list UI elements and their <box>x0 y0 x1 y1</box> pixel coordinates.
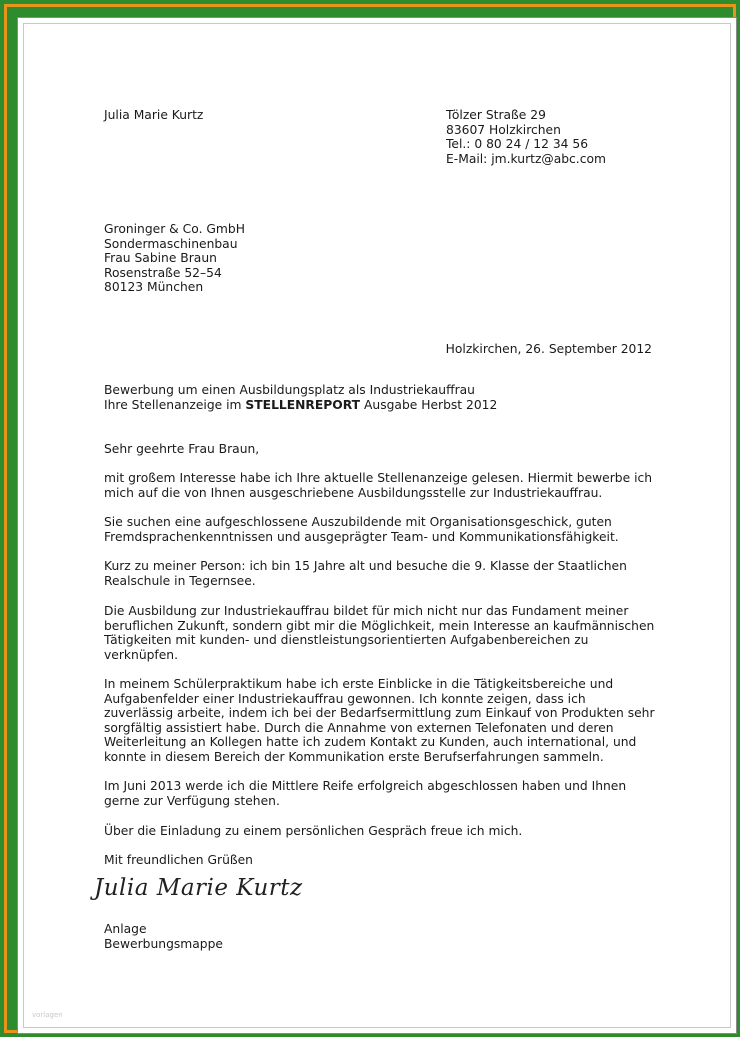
paragraph-line: Weiterleitung an Kollegen hatte ich zudem Kontakt zu Kunden, auch international, und <box>104 735 637 750</box>
sender-name: Julia Marie Kurtz <box>104 108 204 122</box>
subject-line-2 <box>104 398 497 413</box>
paragraph-line: Im Juni 2013 werde ich die Mittlere Reife erfolgreich abgeschlossen haben und Ihnen <box>104 779 627 793</box>
paragraph-2 <box>104 515 664 544</box>
sender-street: Tölzer Straße 29 <box>446 108 546 122</box>
sender-email: E-Mail: jm.kurtz@abc.com <box>446 151 606 166</box>
paragraph-line: sorgfältig assistiert habe. Durch die Annahme von externen Telefonaten und deren <box>104 720 614 735</box>
sender-city: 83607 Holzkirchen <box>446 122 561 137</box>
outer-frame <box>4 4 736 1033</box>
paragraph-line: Fremdsprachenkenntnissen und ausgeprägter Team- und Kommunikationsfähigkeit. <box>104 529 619 544</box>
handwritten-signature: Julia Marie Kurtz <box>94 875 303 901</box>
letter-page <box>17 17 737 1034</box>
enclosure-block <box>104 922 223 951</box>
paragraph-line: Aufgabenfelder einer Industriekauffrau gewonnen. Ich konnte zeigen, dass ich <box>104 691 586 706</box>
subject-publication: STELLENREPORT <box>245 397 361 412</box>
paragraph-7 <box>104 824 664 839</box>
enclosure-item: Bewerbungsmappe <box>104 936 223 951</box>
paragraph-1 <box>104 471 664 500</box>
paragraph-line: Die Ausbildung zur Industriekauffrau bildet für mich nicht nur das Fundament meiner <box>104 604 629 618</box>
paragraph-line: Sie suchen eine aufgeschlossene Auszubildende mit Organisationsgeschick, guten <box>104 515 612 529</box>
recipient-company: Groninger & Co. GmbH <box>104 222 245 236</box>
paragraph-line: Kurz zu meiner Person: ich bin 15 Jahre alt und besuche die 9. Klasse der Staatlichen <box>104 559 627 573</box>
paragraph-line: verknüpfen. <box>104 647 179 662</box>
paragraph-line: Über die Einladung zu einem persönlichen Gespräch freue ich mich. <box>104 824 523 838</box>
paragraph-6 <box>104 779 664 808</box>
paragraph-line: gerne zur Verfügung stehen. <box>104 793 280 808</box>
subject-prefix: Ihre Stellenanzeige im <box>104 397 246 412</box>
paragraph-line: beruflichen Zukunft, sondern gibt mir die Möglichkeit, mein Interesse an kaufmännischen <box>104 618 655 633</box>
recipient-street: Rosenstraße 52–54 <box>104 265 222 280</box>
paragraph-4 <box>104 604 664 662</box>
paragraph-5 <box>104 677 664 765</box>
sender-phone: Tel.: 0 80 24 / 12 34 56 <box>446 137 589 152</box>
subject-suffix: Ausgabe Herbst 2012 <box>360 397 498 412</box>
enclosure-label: Anlage <box>104 922 147 936</box>
closing: Mit freundlichen Grüßen <box>104 853 253 867</box>
recipient-address <box>104 222 245 295</box>
watermark: vorlagen <box>32 1011 63 1019</box>
paragraph-line: zuverlässig arbeite, indem ich bei der Bedarfsermittlung zum Einkauf von Produkten sehr <box>104 706 655 721</box>
recipient-department: Sondermaschinenbau <box>104 236 238 251</box>
paragraph-line: Realschule in Tegernsee. <box>104 573 256 588</box>
paragraph-line: In meinem Schülerpraktikum habe ich erste Einblicke in die Tätigkeitsbereiche und <box>104 677 614 691</box>
date-line: Holzkirchen, 26. September 2012 <box>445 342 652 356</box>
paragraph-line: Tätigkeiten mit kunden- und dienstleistungsorientierten Aufgabenbereichen zu <box>104 633 589 648</box>
paragraph-line: mit großem Interesse habe ich Ihre aktuelle Stellenanzeige gelesen. Hiermit bewerbe ich <box>104 471 653 485</box>
recipient-city: 80123 München <box>104 280 204 295</box>
sender-address <box>446 108 606 166</box>
subject-line-1: Bewerbung um einen Ausbildungsplatz als Industriekauffrau <box>104 383 475 397</box>
paragraph-line: konnte in diesem Bereich der Kommunikation erste Berufserfahrungen sammeln. <box>104 749 604 764</box>
subject-block <box>104 383 497 412</box>
paragraph-line: mich auf die von Ihnen ausgeschriebene Ausbildungsstelle zur Industriekauffrau. <box>104 485 603 500</box>
paragraph-3 <box>104 559 664 588</box>
salutation: Sehr geehrte Frau Braun, <box>104 442 260 456</box>
recipient-person: Frau Sabine Braun <box>104 251 217 266</box>
